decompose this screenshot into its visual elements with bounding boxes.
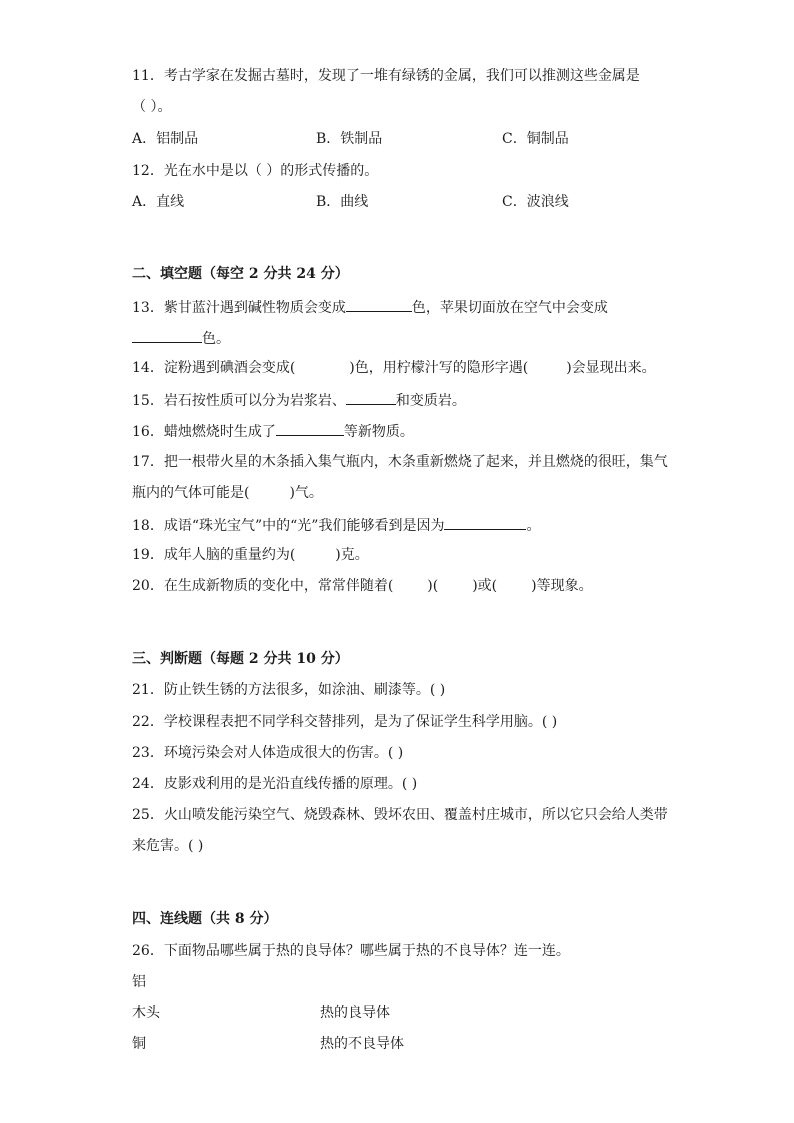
q14-line bbox=[132, 359, 656, 377]
matching-left-item: 木头 bbox=[132, 1005, 160, 1021]
q18-line bbox=[132, 515, 540, 535]
q17-line1: 17．把一根带火星的木条插入集气瓶内，木条重新燃烧了起来，并且燃烧的很旺，集气 bbox=[132, 454, 668, 470]
q21-line: 21．防止铁生锈的方法很多，如涂油、刷漆等。( ) bbox=[132, 682, 446, 698]
q25-line1: 25．火山喷发能污染空气、烧毁森林、毁坏农田、覆盖村庄城市，所以它只会给人类带 bbox=[132, 807, 668, 823]
q26-line: 26．下面物品哪些属于热的良导体？哪些属于热的不良导体？连一连。 bbox=[132, 943, 570, 959]
q22-line: 22．学校课程表把不同学科交替排列，是为了保证学生科学用脑。( ) bbox=[132, 714, 558, 730]
q20-text-c: )或( bbox=[472, 578, 498, 594]
q16-text-a: 16．蜡烛燃烧时生成了 bbox=[132, 424, 276, 440]
q20-text-a: 20．在生成新物质的变化中，常常伴随着( bbox=[132, 578, 394, 594]
q12-line1: 12．光在水中是以（ ）的形式传播的。 bbox=[132, 163, 379, 179]
q13-text-c: 色。 bbox=[202, 331, 230, 347]
q15-blank bbox=[346, 390, 396, 405]
q20-text-b: )( bbox=[427, 578, 439, 594]
q12-option-b: B．曲线 bbox=[316, 194, 369, 210]
q18-text-a: 18．成语“珠光宝气”中的“光”我们能够看到是因为 bbox=[132, 518, 445, 534]
q16-text-b: 等新物质。 bbox=[343, 424, 414, 440]
q16-blank bbox=[276, 421, 344, 436]
matching-left-item: 铝 bbox=[132, 974, 146, 990]
section4-heading: 四、连线题（共 8 分） bbox=[132, 911, 278, 927]
section3-heading: 三、判断题（每题 2 分共 10 分） bbox=[132, 651, 349, 667]
q14-text-a: 14．淀粉遇到碘酒会变成( bbox=[132, 360, 296, 376]
q17-text-a: 瓶内的气体可能是( bbox=[132, 485, 250, 501]
q23-line: 23．环境污染会对人体造成很大的伤害。( ) bbox=[132, 745, 404, 761]
q17-line2 bbox=[132, 484, 323, 502]
q15-line bbox=[132, 390, 466, 410]
q17-text-b: )气。 bbox=[289, 485, 323, 501]
q12-option-c: C．波浪线 bbox=[502, 194, 569, 210]
q11-option-b: B．铁制品 bbox=[316, 131, 383, 147]
q13-line2 bbox=[132, 328, 230, 348]
q13-text-b: 色，苹果切面放在空气中会变成 bbox=[411, 300, 608, 316]
q18-blank bbox=[444, 515, 526, 530]
q14-text-c: )会显现出来。 bbox=[566, 360, 656, 376]
q25-line2: 来危害。( ) bbox=[132, 838, 204, 854]
q15-text-a: 15．岩石按性质可以分为岩浆岩、 bbox=[132, 393, 346, 409]
q12-option-a: A．直线 bbox=[132, 194, 185, 210]
q20-text-d: )等现象。 bbox=[531, 578, 593, 594]
q13-blank-2 bbox=[132, 328, 202, 343]
matching-right-item: 热的不良导体 bbox=[320, 1036, 404, 1052]
q14-text-b: )色，用柠檬汁写的隐形字遇( bbox=[349, 360, 529, 376]
q11-line1: 11．考古学家在发掘古墓时，发现了一堆有绿锈的金属，我们可以推测这些金属是 bbox=[132, 68, 640, 84]
q13-text-a: 13．紫甘蓝汁遇到碱性物质会变成 bbox=[132, 300, 346, 316]
matching-right-item: 热的良导体 bbox=[320, 1005, 390, 1021]
q19-text-a: 19．成年人脑的重量约为( bbox=[132, 547, 296, 563]
q19-text-b: )克。 bbox=[335, 547, 369, 563]
q16-line bbox=[132, 421, 414, 441]
q11-option-a: A．铝制品 bbox=[132, 131, 199, 147]
q19-line bbox=[132, 546, 369, 564]
q11-option-c: C．铜制品 bbox=[502, 131, 569, 147]
q15-text-b: 和变质岩。 bbox=[395, 393, 466, 409]
q20-line bbox=[132, 577, 593, 595]
q13-line1 bbox=[132, 297, 608, 317]
section2-heading: 二、填空题（每空 2 分共 24 分） bbox=[132, 266, 349, 282]
q13-blank-1 bbox=[346, 297, 412, 312]
q24-line: 24．皮影戏利用的是光沿直线传播的原理。( ) bbox=[132, 776, 418, 792]
q11-line2: （ ）。 bbox=[132, 99, 172, 115]
q18-text-b: 。 bbox=[526, 518, 541, 534]
matching-left-item: 铜 bbox=[132, 1036, 146, 1052]
